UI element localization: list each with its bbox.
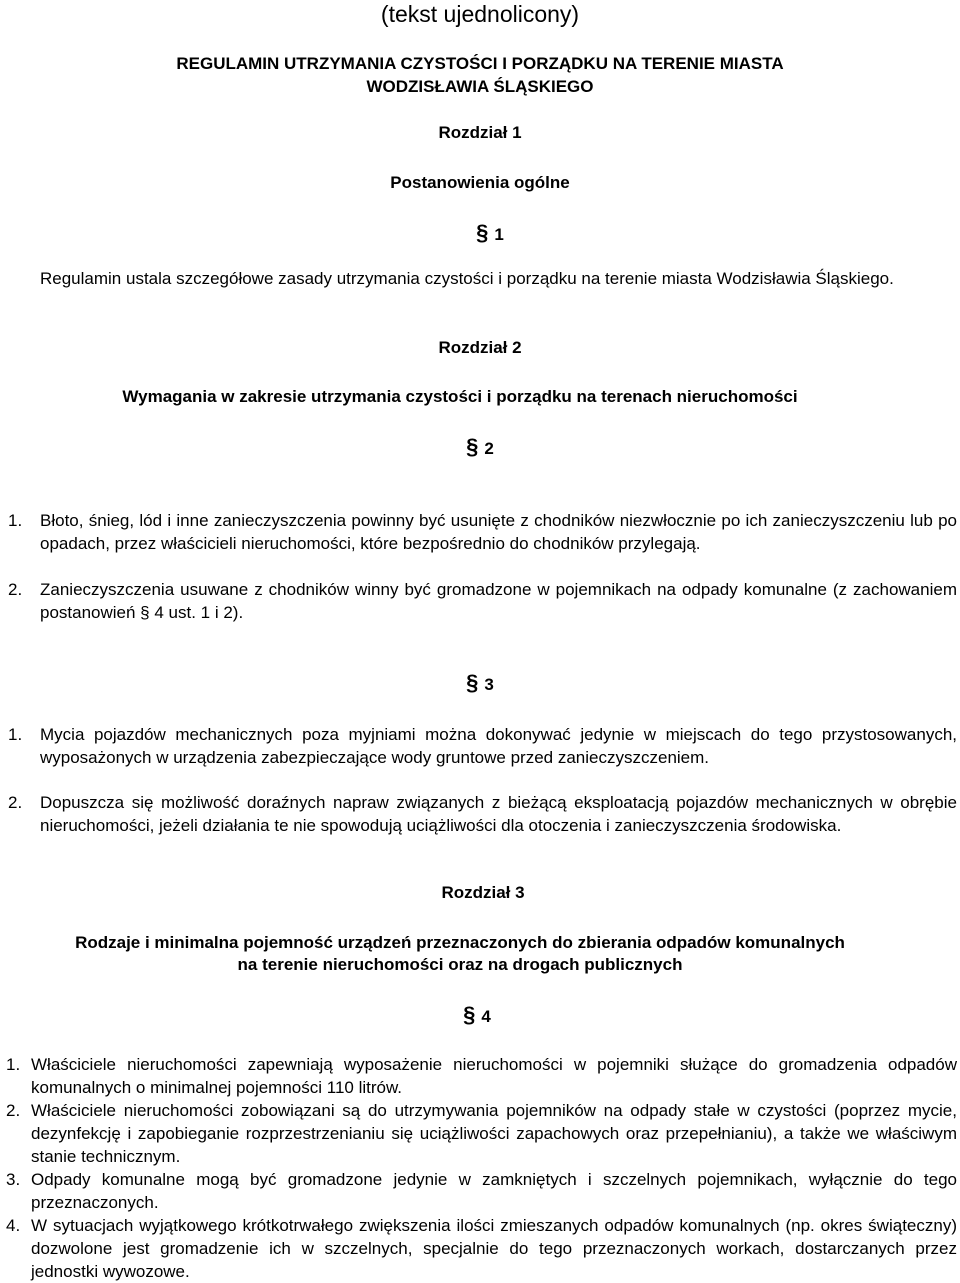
section-symbol: § xyxy=(463,1002,476,1027)
title-line-2: WODZISŁAWIA ŚLĄSKIEGO xyxy=(366,77,594,96)
chapter-3-subtitle-line-1: Rodzaje i minimalna pojemność urządzeń przeznaczonych do zbierania odpadów komunalnych xyxy=(75,933,845,952)
item-number: 1. xyxy=(8,511,23,530)
item-text: Właściciele nieruchomości zapewniają wyposażenie nieruchomości w pojemniki służące do gromadzenia odpadów komunalnych o minimalnej pojemności 110 litrów. xyxy=(31,1055,957,1097)
document-title xyxy=(0,52,960,98)
section-3-heading xyxy=(0,672,960,696)
chapter-2-subtitle: Wymagania w zakresie utrzymania czystości i porządku na terenach nieruchomości xyxy=(122,387,798,406)
section-symbol: § xyxy=(466,434,479,459)
section-4-item-1 xyxy=(6,1053,957,1099)
title-line-1: REGULAMIN UTRZYMANIA CZYSTOŚCI I PORZĄDKU NA TERENIE MIASTA xyxy=(176,54,784,73)
section-2-item-1 xyxy=(8,509,957,555)
item-text: Mycia pojazdów mechanicznych poza myjniami można dokonywać jedynie w miejscach do tego przystosowanych, wyposażonych w urządzenia zabezpieczające wody gruntowe przed zanieczyszczeniem. xyxy=(40,725,957,767)
section-number: 1 xyxy=(494,225,504,244)
section-2-heading xyxy=(0,436,960,460)
section-4-item-4 xyxy=(6,1214,957,1283)
section-1-text xyxy=(40,267,957,290)
section-2-item-2 xyxy=(8,578,957,624)
item-text: Błoto, śnieg, lód i inne zanieczyszczenia powinny być usunięte z chodników niezwłocznie po ich zanieczyszczeniu lub po opadach, przez właścicieli nieruchomości, które bezpośrednio do chodników przylegają. xyxy=(40,511,957,553)
chapter-2-heading: Rozdział 2 xyxy=(438,338,522,357)
item-text: Właściciele nieruchomości zobowiązani są do utrzymywania pojemników na odpady stałe w czystości (poprzez mycie, dezynfekcję i zapobieganie rozprzestrzenianiu się uciążliwości zapachowych oraz przepełnianiu), a także we właściwym stanie technicznym. xyxy=(31,1101,957,1166)
header-note: (tekst ujednolicony) xyxy=(380,1,580,27)
section-3-item-2 xyxy=(8,791,957,837)
chapter-3-subtitle-line-2: na terenie nieruchomości oraz na drogach publicznych xyxy=(237,955,683,974)
item-text: W sytuacjach wyjątkowego krótkotrwałego zwiększenia ilości zmieszanych odpadów komunalnych (np. okres świąteczny) dozwolone jest gromadzenie ich w szczelnych, specjalnie do tego przeznaczonych workach, dostarczanych przez jednostki wywozowe. xyxy=(31,1216,957,1281)
section-3-item-1 xyxy=(8,723,957,769)
item-number: 2. xyxy=(8,580,23,599)
section-4-item-2 xyxy=(6,1099,957,1168)
section-symbol: § xyxy=(466,670,479,695)
section-number: 2 xyxy=(484,439,494,458)
item-number: 2. xyxy=(6,1101,21,1120)
item-text: Dopuszcza się możliwość doraźnych napraw związanych z bieżącą eksploatacją pojazdów mechanicznych w obrębie nieruchomości, jeżeli działania te nie spowodują uciążliwości dla otoczenia i zanieczyszczenia środowiska. xyxy=(40,793,957,835)
item-number: 1. xyxy=(8,725,23,744)
paragraph-text: Regulamin ustala szczegółowe zasady utrzymania czystości i porządku na terenie miasta Wodzisławia Śląskiego. xyxy=(40,269,894,288)
section-number: 3 xyxy=(484,675,494,694)
chapter-1-subtitle: Postanowienia ogólne xyxy=(390,173,570,192)
section-1-heading xyxy=(10,222,960,246)
item-number: 2. xyxy=(8,793,23,812)
section-4-item-3 xyxy=(6,1168,957,1214)
item-number: 3. xyxy=(6,1170,21,1189)
section-number: 4 xyxy=(481,1007,491,1026)
section-symbol: § xyxy=(476,220,489,245)
chapter-3-subtitle xyxy=(0,932,940,976)
item-number: 4. xyxy=(6,1216,21,1235)
section-4-heading xyxy=(0,1004,957,1028)
item-text: Zanieczyszczenia usuwane z chodników winny być gromadzone w pojemnikach na odpady komunalne (z zachowaniem postanowień § 4 ust. 1 i 2). xyxy=(40,580,957,622)
item-text: Odpady komunalne mogą być gromadzone jedynie w zamkniętych i szczelnych pojemnikach, wyłącznie do tego przeznaczonych. xyxy=(31,1170,957,1212)
chapter-1-heading: Rozdział 1 xyxy=(438,123,522,142)
item-number: 1. xyxy=(6,1055,21,1074)
chapter-3-heading: Rozdział 3 xyxy=(441,883,525,902)
